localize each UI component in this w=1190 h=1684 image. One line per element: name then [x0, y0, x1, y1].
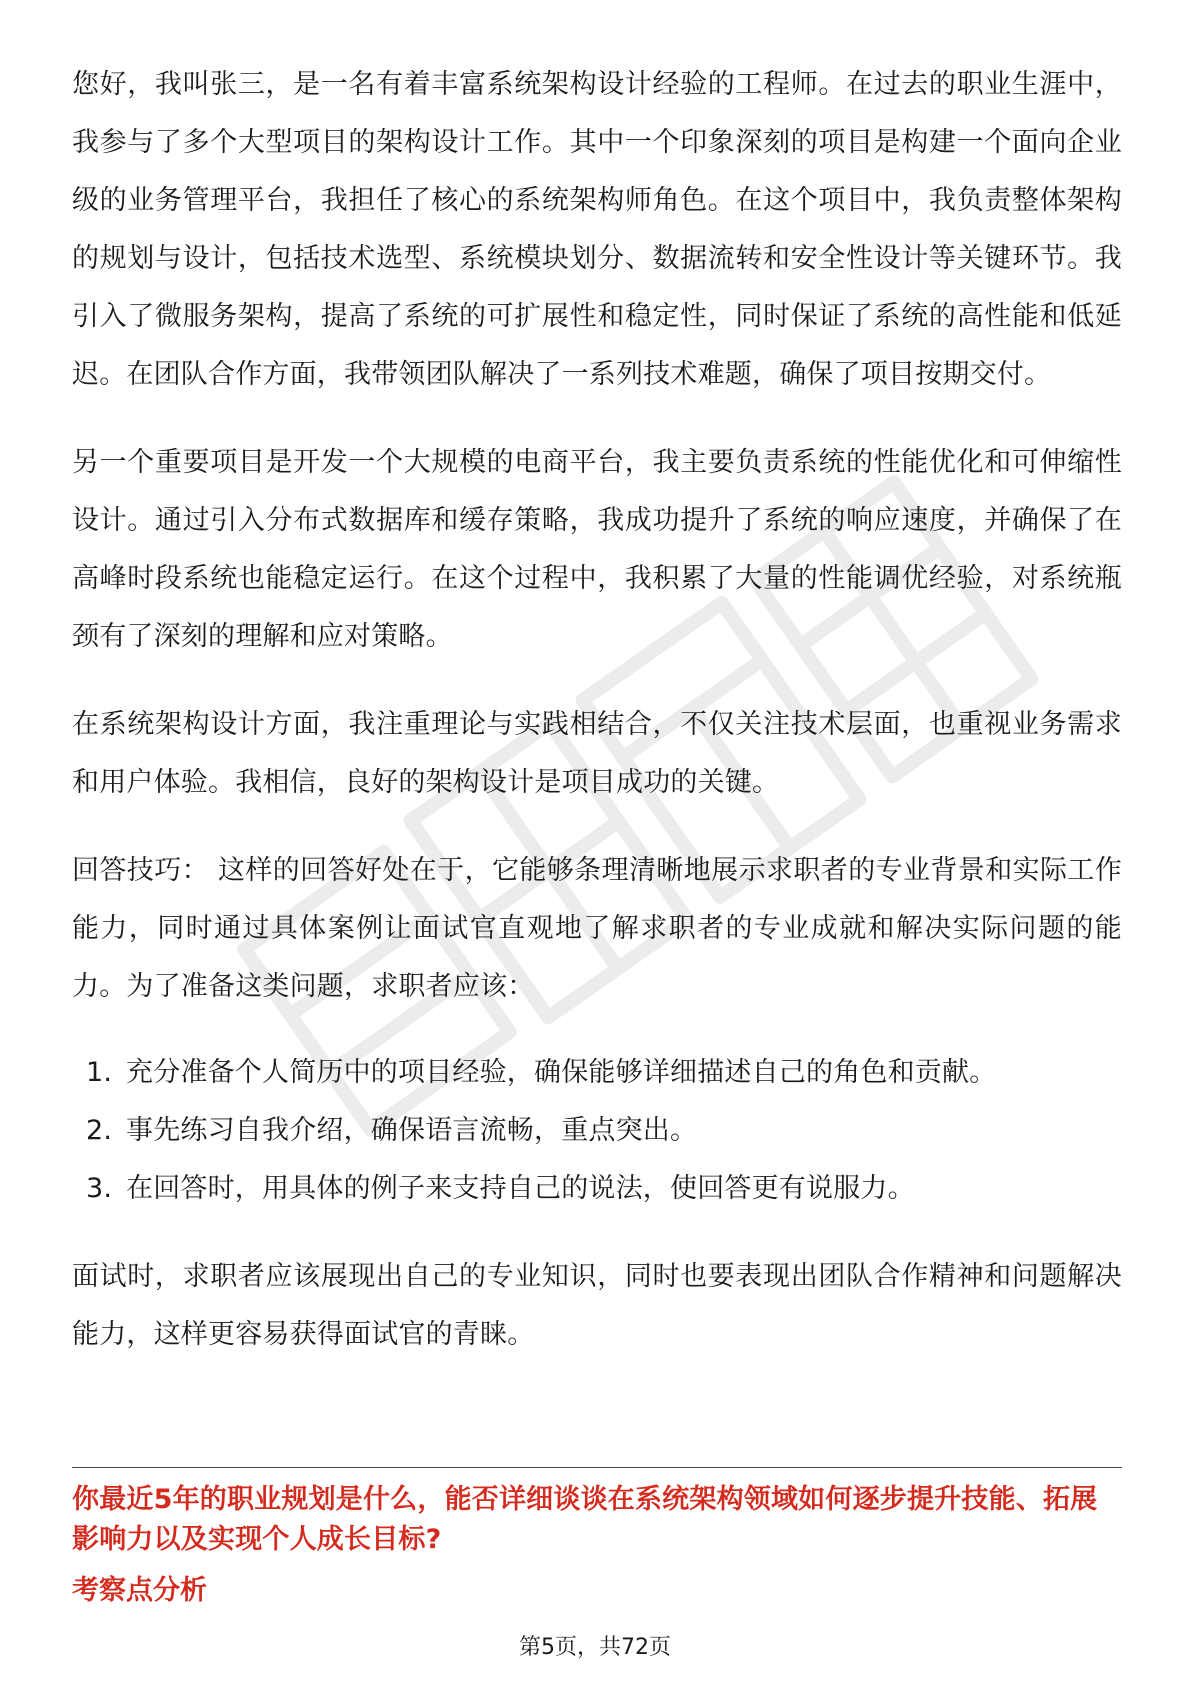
closing-paragraph: 面试时，求职者应该展现出自己的专业知识，同时也要表现出团队合作精神和问题解决能力，这样更容易获得面试官的青睐。 — [72, 1261, 1122, 1350]
document-body — [72, 56, 1122, 1394]
answer-paragraph-2: 另一个重要项目是开发一个大规模的电商平台，我主要负责系统的性能优化和可伸缩性设计。通过引入分布式数据库和缓存策略，我成功提升了系统的响应速度，并确保了在高峰时段系统也能稳定运行。在这个过程中，我积累了大量的性能调优经验，对系统瓶颈有了深刻的理解和应对策略。 — [72, 447, 1122, 652]
list-item-text: 事先练习自我介绍，确保语言流畅，重点突出。 — [126, 1115, 698, 1146]
section-divider — [72, 1467, 1122, 1468]
list-item-text: 充分准备个人简历中的项目经验，确保能够详细描述自己的角色和贡献。 — [126, 1057, 997, 1088]
list-item — [72, 1160, 1122, 1218]
list-item — [72, 1102, 1122, 1160]
list-item-number: 2. — [86, 1115, 113, 1146]
answer-paragraph-3: 在系统架构设计方面，我注重理论与实践相结合，不仅关注技术层面，也重视业务需求和用户体验。我相信，良好的架构设计是项目成功的关键。 — [72, 709, 1122, 798]
list-item-number: 1. — [86, 1057, 113, 1088]
tips-list — [72, 1044, 1122, 1218]
analysis-section-title: 考察点分析 — [72, 1575, 207, 1606]
list-item-text: 在回答时，用具体的例子来支持自己的说法，使回答更有说服力。 — [126, 1173, 915, 1204]
answer-tips-intro: 回答技巧： 这样的回答好处在于，它能够条理清晰地展示求职者的专业背景和实际工作能力，同时通过具体案例让面试官直观地了解求职者的专业成就和解决实际问题的能力。为了准备这类问题，求职者应该： — [72, 855, 1122, 1002]
list-item — [72, 1044, 1122, 1102]
page-number-footer: 第5页，共72页 — [519, 1635, 671, 1660]
next-question-heading: 你最近5年的职业规划是什么，能否详细谈谈在系统架构领域如何逐步提升技能、拓展影响力以及实现个人成长目标? — [72, 1484, 1098, 1555]
answer-paragraph-1: 您好，我叫张三，是一名有着丰富系统架构设计经验的工程师。在过去的职业生涯中，我参与了多个大型项目的架构设计工作。其中一个印象深刻的项目是构建一个面向企业级的业务管理平台，我担任了核心的系统架构师角色。在这个项目中，我负责整体架构的规划与设计，包括技术选型、系统模块划分、数据流转和安全性设计等关键环节。我引入了微服务架构，提高了系统的可扩展性和稳定性，同时保证了系统的高性能和低延迟。在团队合作方面，我带领团队解决了一系列技术难题，确保了项目按期交付。 — [72, 69, 1122, 390]
list-item-number: 3. — [86, 1173, 113, 1204]
